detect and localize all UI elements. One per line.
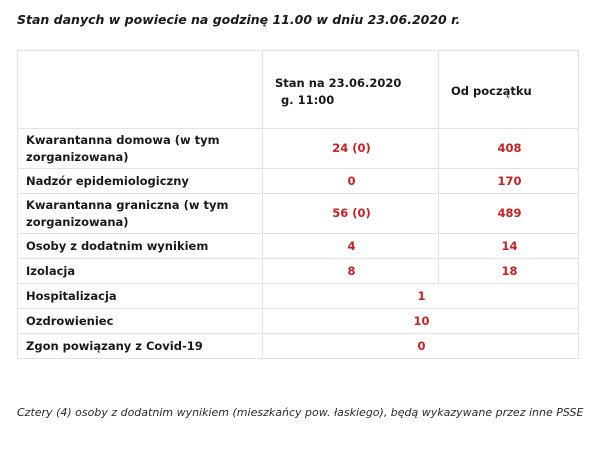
statistics-table: [17, 50, 579, 359]
row-total-value: 18: [439, 259, 579, 284]
row-current-value: 0: [263, 169, 439, 194]
table-row: [18, 129, 579, 169]
header-current-time: g. 11:00: [281, 92, 335, 107]
table-row: [18, 169, 579, 194]
row-merged-value: 0: [263, 334, 579, 359]
table-row: [18, 234, 579, 259]
row-total-value: 489: [439, 194, 579, 234]
row-current-value: 56 (0): [263, 194, 439, 234]
row-total-value: 408: [439, 129, 579, 169]
table-header-row: [18, 51, 579, 129]
page-heading: Stan danych w powiecie na godzinę 11.00 w dniu 23.06.2020 r.: [17, 12, 461, 27]
row-total-value: 14: [439, 234, 579, 259]
table-row: [18, 309, 579, 334]
row-label: Kwarantanna domowa (w tym zorganizowana): [18, 129, 263, 169]
row-label: Izolacja: [18, 259, 263, 284]
header-empty-cell: [18, 51, 263, 129]
footnote: Cztery (4) osoby z dodatnim wynikiem (mieszkańcy pow. łaskiego), będą wykazywane przez inne PSSE: [17, 406, 584, 419]
table-row: [18, 334, 579, 359]
row-current-value: 8: [263, 259, 439, 284]
row-merged-value: 1: [263, 284, 579, 309]
row-label: Kwarantanna graniczna (w tym zorganizowana): [18, 194, 263, 234]
table-row: [18, 284, 579, 309]
header-total: Od początku: [439, 51, 579, 129]
table-row: [18, 194, 579, 234]
row-label: Hospitalizacja: [18, 284, 263, 309]
row-label: Zgon powiązany z Covid-19: [18, 334, 263, 359]
table-row: [18, 259, 579, 284]
row-merged-value: 10: [263, 309, 579, 334]
row-label: Ozdrowieniec: [18, 309, 263, 334]
row-current-value: 24 (0): [263, 129, 439, 169]
row-label: Osoby z dodatnim wynikiem: [18, 234, 263, 259]
row-total-value: 170: [439, 169, 579, 194]
header-current-state: [263, 51, 439, 129]
row-current-value: 4: [263, 234, 439, 259]
header-current-date: Stan na 23.06.2020: [275, 75, 402, 90]
row-label: Nadzór epidemiologiczny: [18, 169, 263, 194]
